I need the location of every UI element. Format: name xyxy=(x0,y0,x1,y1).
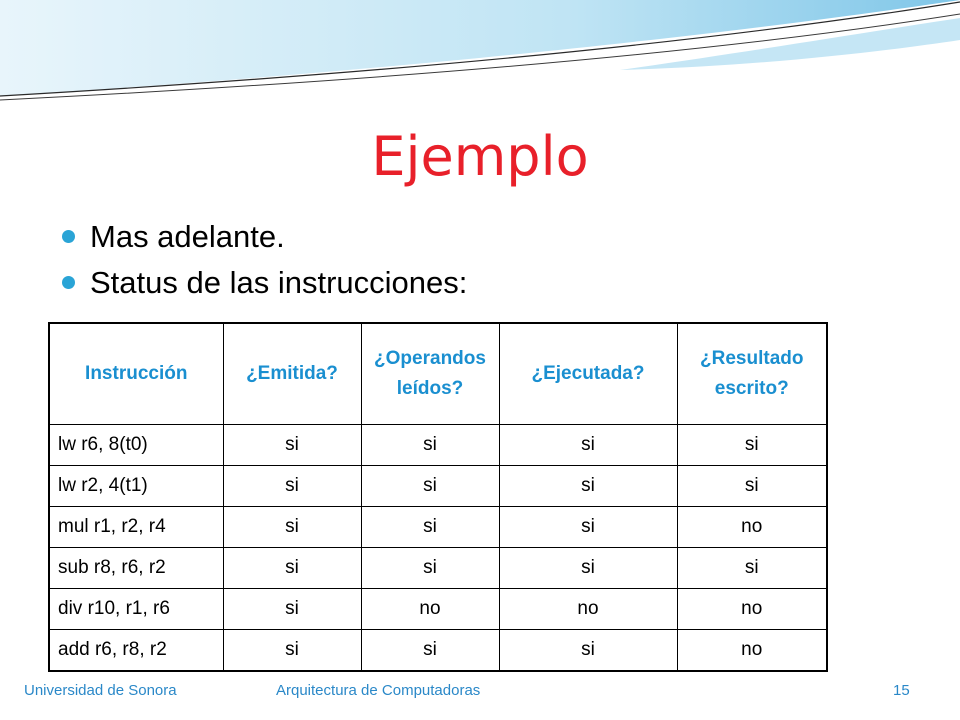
column-header: ¿Operandos leídos? xyxy=(361,323,499,425)
table-cell: no xyxy=(677,630,827,672)
table-row xyxy=(49,630,827,672)
instruction-status-table xyxy=(48,322,828,672)
table-cell: si xyxy=(499,630,677,672)
bullet-item xyxy=(58,214,467,260)
bullet-text: Mas adelante. xyxy=(90,219,285,254)
table-cell: si xyxy=(677,548,827,589)
column-header: ¿Ejecutada? xyxy=(499,323,677,425)
footer-course: Arquitectura de Computadoras xyxy=(276,682,481,699)
table-row xyxy=(49,548,827,589)
table-cell: si xyxy=(499,466,677,507)
column-header: ¿Resultado escrito? xyxy=(677,323,827,425)
table-cell: si xyxy=(223,630,361,672)
table-cell: si xyxy=(677,466,827,507)
table-cell: si xyxy=(677,425,827,466)
table-cell: no xyxy=(677,589,827,630)
table-cell: si xyxy=(361,548,499,589)
table-cell: si xyxy=(223,589,361,630)
bullet-item xyxy=(58,260,467,306)
table-cell: si xyxy=(223,425,361,466)
instruction-cell: mul r1, r2, r4 xyxy=(49,507,223,548)
table-row xyxy=(49,425,827,466)
bullet-text: Status de las instrucciones: xyxy=(90,265,468,300)
bullet-dot-icon xyxy=(62,276,75,289)
instruction-cell: add r6, r8, r2 xyxy=(49,630,223,672)
table-row xyxy=(49,466,827,507)
page-number: 15 xyxy=(893,682,910,699)
table-header-row xyxy=(49,323,827,425)
table-cell: no xyxy=(499,589,677,630)
header-swoosh-decoration xyxy=(0,0,960,110)
table-cell: si xyxy=(223,507,361,548)
table-cell: si xyxy=(361,466,499,507)
table-cell: si xyxy=(223,548,361,589)
table-row xyxy=(49,507,827,548)
instruction-cell: sub r8, r6, r2 xyxy=(49,548,223,589)
table-cell: no xyxy=(677,507,827,548)
column-header: ¿Emitida? xyxy=(223,323,361,425)
table-row xyxy=(49,589,827,630)
column-header: Instrucción xyxy=(49,323,223,425)
bullet-list xyxy=(58,214,467,306)
table-cell: si xyxy=(361,507,499,548)
instruction-cell: div r10, r1, r6 xyxy=(49,589,223,630)
table-cell: si xyxy=(499,425,677,466)
table-cell: no xyxy=(361,589,499,630)
table-cell: si xyxy=(361,630,499,672)
bullet-dot-icon xyxy=(62,230,75,243)
instruction-cell: lw r2, 4(t1) xyxy=(49,466,223,507)
table-cell: si xyxy=(499,548,677,589)
table-cell: si xyxy=(361,425,499,466)
table-cell: si xyxy=(499,507,677,548)
footer-institution: Universidad de Sonora xyxy=(24,682,177,699)
slide-title: Ejemplo xyxy=(371,125,589,188)
table-cell: si xyxy=(223,466,361,507)
instruction-cell: lw r6, 8(t0) xyxy=(49,425,223,466)
